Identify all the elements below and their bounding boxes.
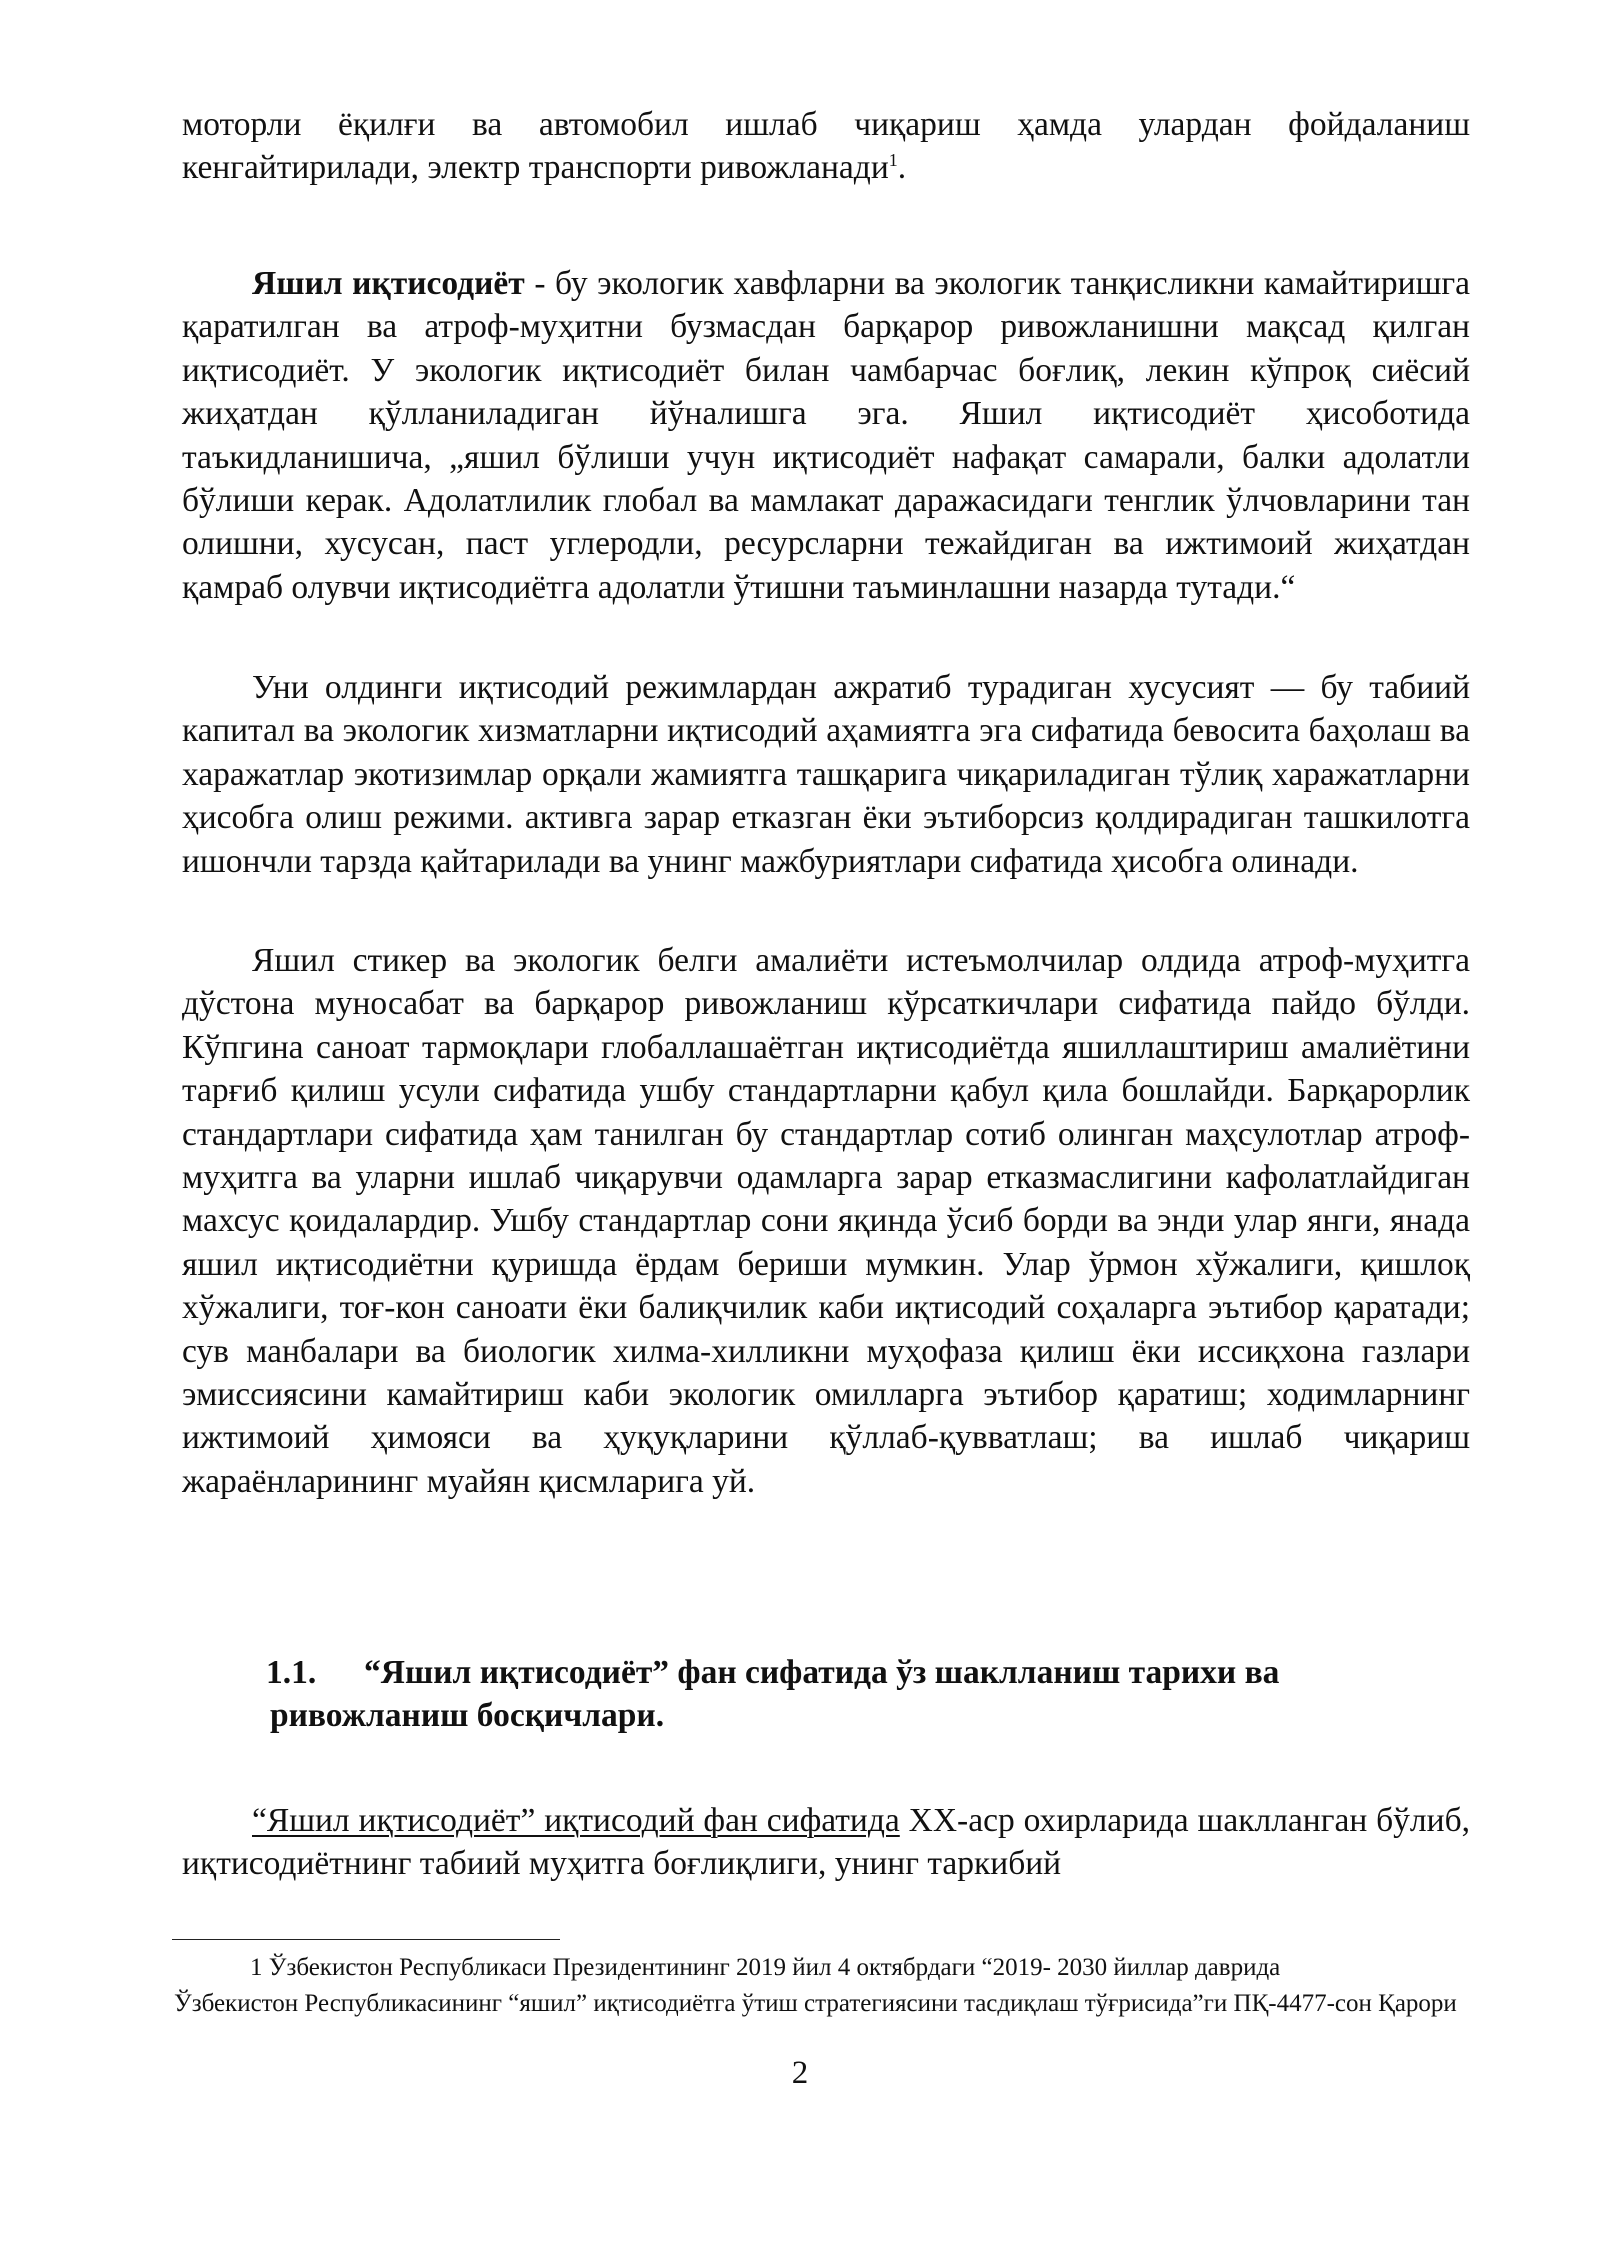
footnote-rest: Ўзбекистон Республикасининг “яшил” иқтисодиётга ўтиш стратегиясини тасдиқлаш тўғрисида”ги ПҚ-4477-сон Қарори	[174, 1990, 1457, 2017]
page-number: 2	[791, 2055, 809, 2091]
section-heading	[266, 1651, 1446, 1738]
green-sticker-paragraph: Яшил стикер ва экологик белги амалиёти истеъмолчилар олдида атроф-муҳитга дўстона муносабат ва барқарор ривожланиш кўрсаткичлари сифатида пайдо бўлди. Кўпгина саноат тармоқлари глобаллашаётган иқтисодиётда яшиллаштириш амалиётини тарғиб қилиш усули сифатида ушбу стандартларни қабул қила бошлайди. Барқарорлик стандартлари сифатида ҳам танилган бу стандартлар сотиб олинган маҳсулотлар атроф-муҳитга ва уларни ишлаб чиқарувчи одамларга зарар етказмаслигини кафолатлайдиган махсус қоидалардир. Ушбу стандартлар сони яқинда ўсиб борди ва энди улар янги, янада яшил иқтисодиётни қуришда ёрдам бериши мумкин. Улар ўрмон хўжалиги, қишлоқ хўжалиги, тоғ-кон саноати ёки балиқчилик каби иқтисодий соҳаларга эътибор қаратади; сув манбалари ва биологик хилма-хилликни муҳофаза қилиш ёки иссиқхона газлари эмиссиясини камайтириш каби экологик омилларга эътибор қаратиш; ходимларнинг ижтимоий ҳимояси ва ҳуқуқларини қўллаб-қувватлаш; ва ишлаб чиқариш жараёнларининг муайян қисмларига уй.	[182, 942, 1470, 1500]
green-economy-term: Яшил иқтисодиёт	[252, 265, 525, 302]
history-paragraph	[182, 1799, 1470, 1886]
continued-paragraph-end: .	[897, 149, 907, 187]
history-paragraph-text: XX-аср охирларида шаклланган бўлиб, иқтисодиётнинг табиий муҳитга боғлиқлиги, унинг таркибий	[182, 1802, 1470, 1883]
history-underlined-phrase: “Яшил иқтисодиёт” иқтисодий фан сифатида	[252, 1802, 900, 1839]
green-economy-definition-paragraph	[182, 262, 1470, 609]
footnote-separator	[172, 1939, 560, 1940]
section-title-line2: ривожланиш босқичлари.	[270, 1697, 665, 1735]
footnote-line1: 1 Ўзбекистон Республикаси Президентининг 2019 йил 4 октябрдаги “2019- 2030 йиллар даврида	[250, 1954, 1281, 1981]
footnote	[174, 1950, 1474, 2022]
footnote-reference[interactable]: 1	[888, 150, 898, 171]
section-title-line1: “Яшил иқтисодиёт” фан сифатида ўз шаклланиш тарихи ва	[364, 1654, 1280, 1691]
distinguishing-feature-paragraph: Уни олдинги иқтисодий режимлардан ажратиб турадиган хусусият — бу табиий капитал ва экологик хизматларни иқтисодий аҳамиятга эга сифатида бевосита баҳолаш ва харажатлар экотизимлар орқали жамиятга ташқарига чиқариладиган тўлиқ харажатларни ҳисобга олиш режими. активга зарар етказган ёки эътиборсиз қолдирадиган ташкилотга ишончли тарзда қайтарилади ва унинг мажбуриятлари сифатида ҳисобга олинади.	[182, 669, 1470, 880]
section-number: 1.1.	[266, 1654, 317, 1691]
continued-paragraph	[182, 103, 1470, 190]
continued-paragraph-text: моторли ёқилғи ва автомобил ишлаб чиқариш ҳамда улардан фойдаланиш кенгайтирилади, электр транспорти ривожланади	[182, 106, 1470, 187]
green-economy-definition-text: - бу экологик хавфларни ва экологик танқисликни камайтиришга қаратилган ва атроф-муҳитни бузмасдан барқарор ривожланишни мақсад қилган иқтисодиёт. У экологик иқтисодиёт билан чамбарчас боғлиқ, лекин кўпроқ сиёсий жиҳатдан қўлланиладиган йўналишга эга. Яшил иқтисодиёт ҳисоботида таъкидланишича, „яшил бўлиши учун иқтисодиёт нафақат самарали, балки адолатли бўлиши керак. Адолатлилик глобал ва мамлакат даражасидаги тенглик ўлчовларини тан олишни, хусусан, паст углеродли, ресурсларни тежайдиган ва ижтимоий жиҳатдан қамраб олувчи иқтисодиётга адолатли ўтишни таъминлашни назарда тутади.“	[182, 265, 1470, 606]
